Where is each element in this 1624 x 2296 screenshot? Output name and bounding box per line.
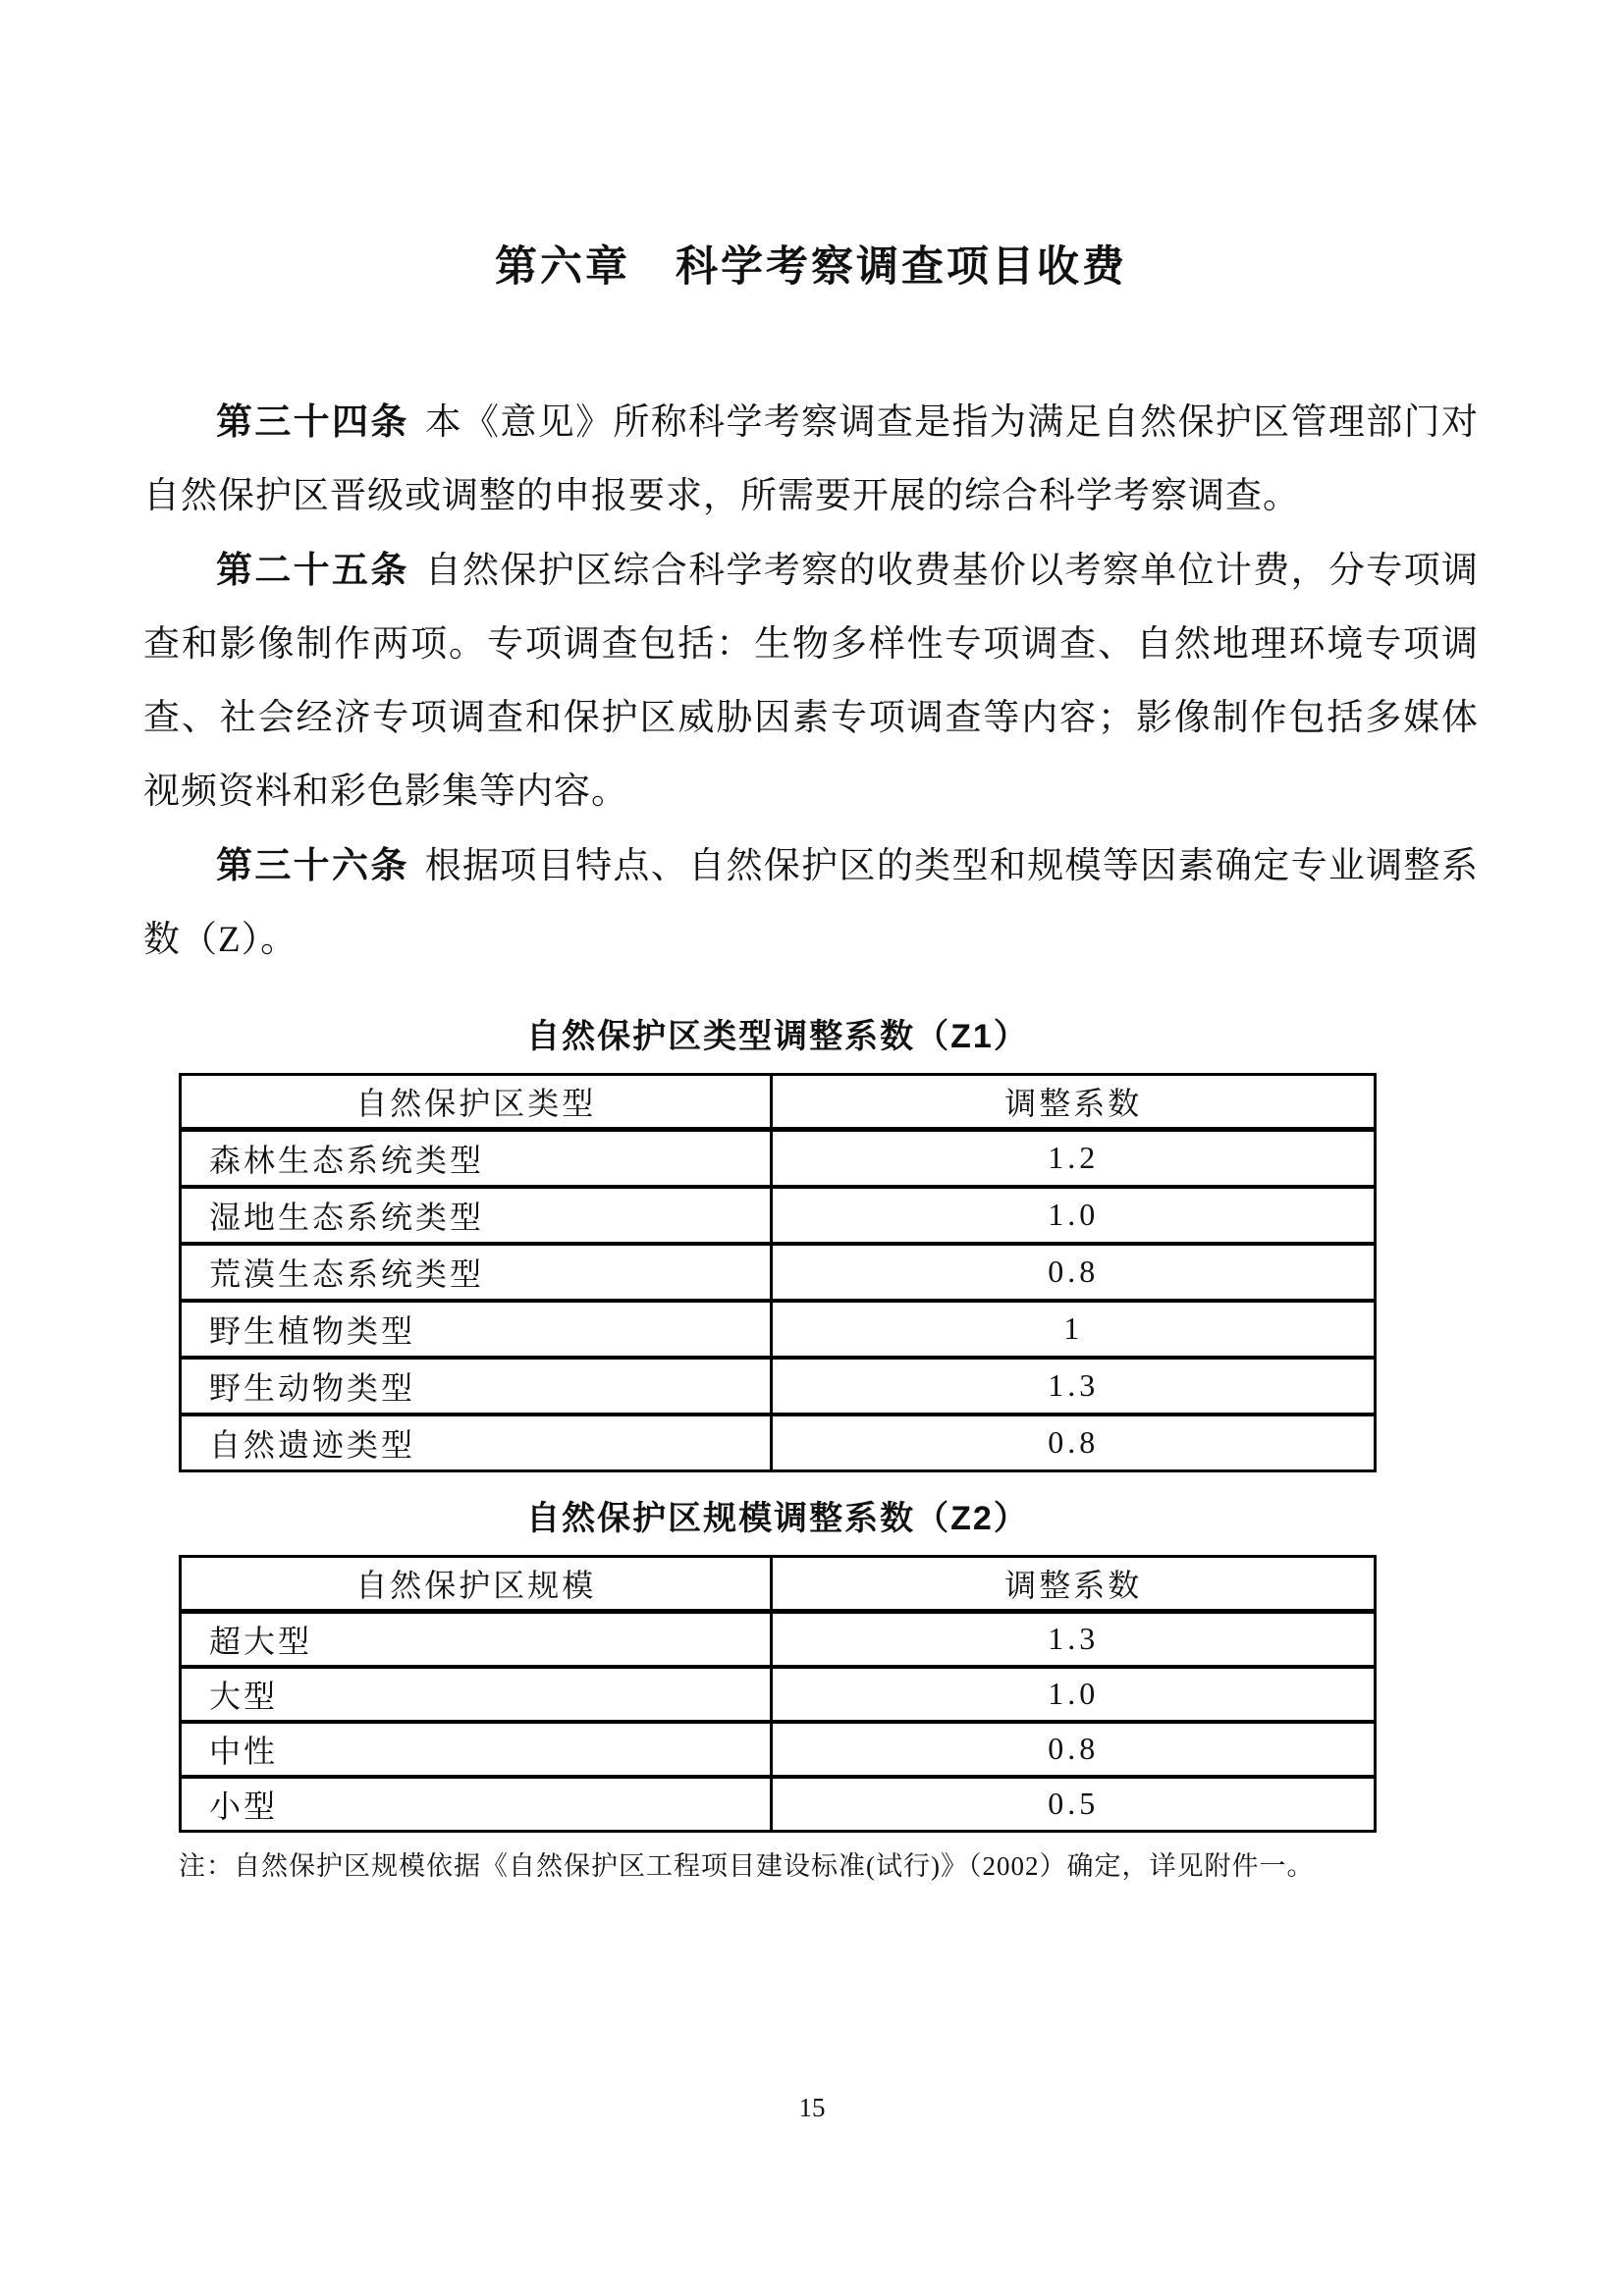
- cell-type-desert: 荒漠生态系统类型: [181, 1244, 772, 1301]
- cell-coef-forest: 1.2: [772, 1130, 1376, 1187]
- header-cell-reserve-type: 自然保护区类型: [181, 1075, 772, 1130]
- article-paragraph-34: [143, 385, 1479, 533]
- header-cell-coefficient: 调整系数: [772, 1557, 1376, 1612]
- article-number-34: 第三十四条: [216, 401, 409, 442]
- article-text-36: 根据项目特点、自然保护区的类型和规模等因素确定专业调整系数（Z）。: [143, 846, 1479, 960]
- article-paragraph-36: [143, 828, 1479, 977]
- cell-coef-natural-relic: 0.8: [772, 1415, 1376, 1471]
- cell-scale-small: 小型: [181, 1777, 772, 1832]
- article-paragraph-25: [143, 533, 1479, 828]
- cell-type-forest: 森林生态系统类型: [181, 1130, 772, 1187]
- table-title-z1: 自然保护区类型调整系数（Z1）: [526, 1018, 1029, 1055]
- cell-scale-medium: 中性: [181, 1722, 772, 1777]
- article-number-25: 第二十五条: [216, 550, 409, 590]
- chapter-title: 第六章 科学考察调查项目收费: [495, 243, 1127, 291]
- table-row: [181, 1777, 1376, 1832]
- table-row: [181, 1187, 1376, 1244]
- table-row: [181, 1301, 1376, 1358]
- table-row: [181, 1130, 1376, 1187]
- table-row: [181, 1612, 1376, 1667]
- cell-coef-small: 0.5: [772, 1777, 1376, 1832]
- cell-type-natural-relic: 自然遗迹类型: [181, 1415, 772, 1471]
- header-cell-reserve-scale: 自然保护区规模: [181, 1557, 772, 1612]
- cell-coef-extra-large: 1.3: [772, 1612, 1376, 1667]
- table-row: [181, 1244, 1376, 1301]
- scale-coefficient-table: [179, 1555, 1377, 1833]
- cell-type-wetland: 湿地生态系统类型: [181, 1187, 772, 1244]
- cell-scale-large: 大型: [181, 1667, 772, 1722]
- table-row: [181, 1667, 1376, 1722]
- cell-type-wild-plant: 野生植物类型: [181, 1301, 772, 1358]
- cell-coef-medium: 0.8: [772, 1722, 1376, 1777]
- article-text-34: 本《意见》所称科学考察调查是指为满足自然保护区管理部门对自然保护区晋级或调整的申报要求，所需要开展的综合科学考察调查。: [143, 402, 1479, 516]
- table-footnote: 注：自然保护区规模依据《自然保护区工程项目建设标准(试行)》（2002）确定，详见附件一。: [179, 1851, 1315, 1881]
- cell-scale-extra-large: 超大型: [181, 1612, 772, 1667]
- table-title-z2: 自然保护区规模调整系数（Z2）: [526, 1500, 1029, 1537]
- article-text-25: 自然保护区综合科学考察的收费基价以考察单位计费，分专项调查和影像制作两项。专项调查包括：生物多样性专项调查、自然地理环境专项调查、社会经济专项调查和保护区威胁因素专项调查等内容；影像制作包括多媒体视频资料和彩色影集等内容。: [143, 551, 1479, 812]
- body-text-block: [143, 385, 1479, 977]
- cell-type-wild-animal: 野生动物类型: [181, 1358, 772, 1415]
- cell-coef-desert: 0.8: [772, 1244, 1376, 1301]
- type-coefficient-table: [179, 1073, 1377, 1472]
- table-row: [181, 1358, 1376, 1415]
- cell-coef-large: 1.0: [772, 1667, 1376, 1722]
- table-row: [181, 1415, 1376, 1471]
- cell-coef-wetland: 1.0: [772, 1187, 1376, 1244]
- header-cell-coefficient: 调整系数: [772, 1075, 1376, 1130]
- page-number: 15: [798, 2093, 826, 2122]
- table-header-row: [181, 1075, 1376, 1130]
- cell-coef-wild-plant: 1: [772, 1301, 1376, 1358]
- table-header-row: [181, 1557, 1376, 1612]
- article-number-36: 第三十六条: [216, 845, 409, 885]
- cell-coef-wild-animal: 1.3: [772, 1358, 1376, 1415]
- table-row: [181, 1722, 1376, 1777]
